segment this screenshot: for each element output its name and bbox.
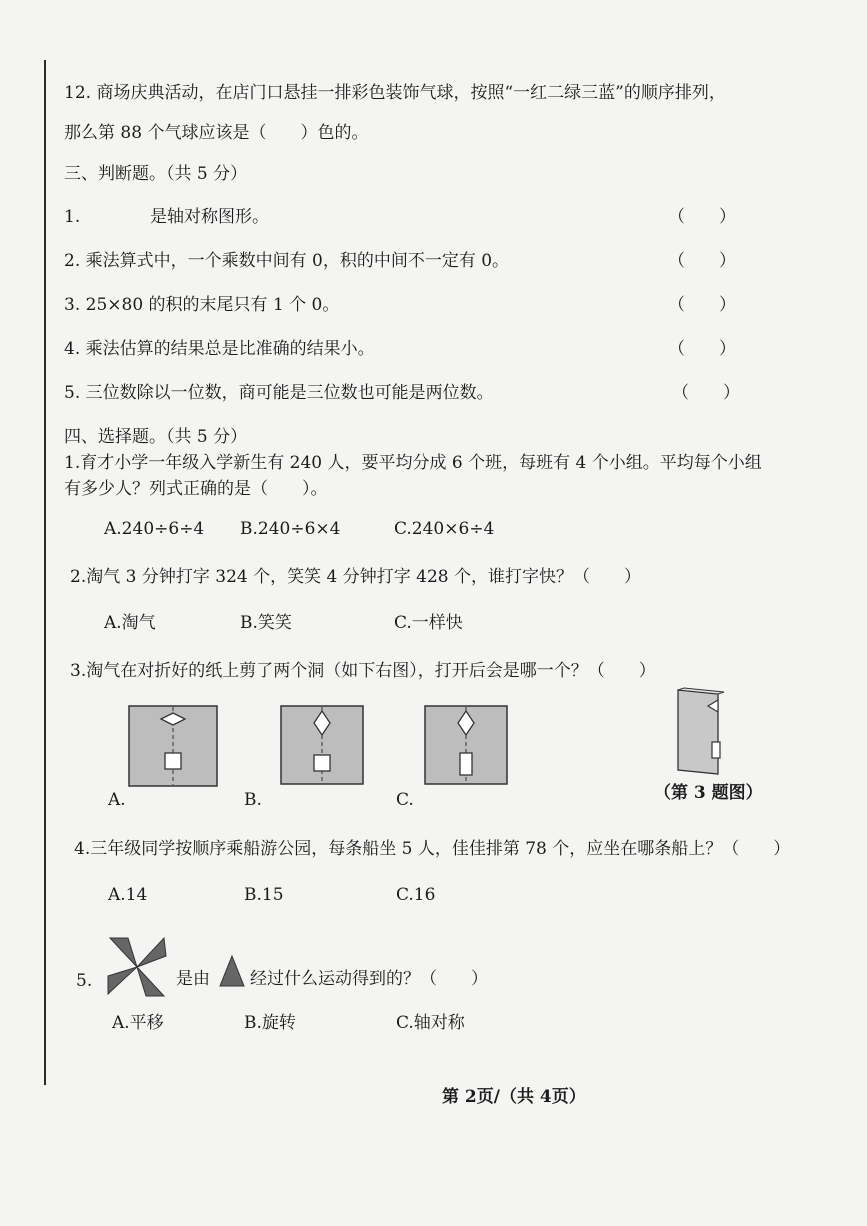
pinwheel-figure	[106, 936, 168, 998]
page-number: 第 2页/（共 4页）	[442, 1087, 586, 1107]
judge-item-5-paren: （ ）	[672, 383, 740, 403]
triangle-figure	[218, 954, 246, 988]
judge-item-1-num: 1.	[64, 207, 81, 227]
choice-q2-text: 2.淘气 3 分钟打字 324 个，笑笑 4 分钟打字 428 个，谁打字快？（ ）	[70, 567, 641, 587]
choice-q3-text: 3.淘气在对折好的纸上剪了两个洞（如下右图），打开后会是哪一个？（ ）	[70, 661, 656, 681]
option-c-paper-figure	[424, 705, 508, 785]
judge-item-4-text: 4. 乘法估算的结果总是比准确的结果小。	[64, 339, 375, 359]
choice-q3-option-b: B.	[244, 790, 262, 810]
choice-q4-option-c: C.16	[396, 885, 436, 905]
choice-q5-num: 5.	[76, 971, 93, 991]
choice-q4-text: 4.三年级同学按顺序乘船游公园，每条船坐 5 人，佳佳排第 78 个，应坐在哪条船上？（ ）	[74, 839, 791, 859]
choice-q4-option-a: A.14	[108, 885, 148, 905]
choice-q1-option-b: B.240÷6×4	[240, 519, 341, 539]
option-a-paper-figure	[128, 705, 218, 787]
choice-q2-option-a: A.淘气	[104, 613, 156, 633]
choice-q2-option-b: B.笑笑	[240, 613, 292, 633]
choice-q3-option-c: C.	[396, 790, 414, 810]
choice-q3-option-a: A.	[108, 790, 126, 810]
choice-q1-line2: 有多少人？列式正确的是（ ）。	[64, 479, 328, 499]
choice-q1-option-a: A.240÷6÷4	[104, 519, 205, 539]
q12-line1: 12. 商场庆典活动，在店门口悬挂一排彩色装饰气球，按照“一红二绿三蓝”的顺序排列，	[64, 83, 726, 103]
judge-item-2-paren: （ ）	[668, 251, 736, 271]
judge-item-1-text: 是轴对称图形。	[150, 207, 269, 227]
choice-q5-option-b: B.旋转	[244, 1013, 296, 1033]
judge-item-4-paren: （ ）	[668, 339, 736, 359]
judge-item-5-text: 5. 三位数除以一位数，商可能是三位数也可能是两位数。	[64, 383, 494, 403]
q12-line2: 那么第 88 个气球应该是（ ）色的。	[64, 123, 369, 143]
judge-item-3-text: 3. 25×80 的积的末尾只有 1 个 0。	[64, 295, 340, 315]
option-b-paper-figure	[280, 705, 364, 785]
folded-paper-figure	[670, 686, 726, 778]
choice-q5-mid1: 是由	[176, 969, 210, 989]
choice-q5-mid2: 经过什么运动得到的？（ ）	[250, 969, 488, 989]
choice-q1-line1: 1.育才小学一年级入学新生有 240 人，要平均分成 6 个班，每班有 4 个小组。平均每个小组	[64, 453, 762, 473]
judge-item-1-paren: （ ）	[668, 207, 736, 227]
choice-q1-option-c: C.240×6÷4	[394, 519, 495, 539]
q3-figure-caption: （第 3 题图）	[654, 783, 763, 803]
section3-heading: 三、判断题。（共 5 分）	[64, 164, 248, 184]
section4-heading: 四、选择题。（共 5 分）	[64, 427, 248, 447]
judge-item-2-text: 2. 乘法算式中，一个乘数中间有 0，积的中间不一定有 0。	[64, 251, 510, 271]
choice-q5-option-a: A.平移	[112, 1013, 164, 1033]
judge-item-3-paren: （ ）	[668, 295, 736, 315]
choice-q2-option-c: C.一样快	[394, 613, 463, 633]
choice-q4-option-b: B.15	[244, 885, 284, 905]
choice-q5-option-c: C.轴对称	[396, 1013, 465, 1033]
binding-margin-line	[44, 60, 46, 1085]
